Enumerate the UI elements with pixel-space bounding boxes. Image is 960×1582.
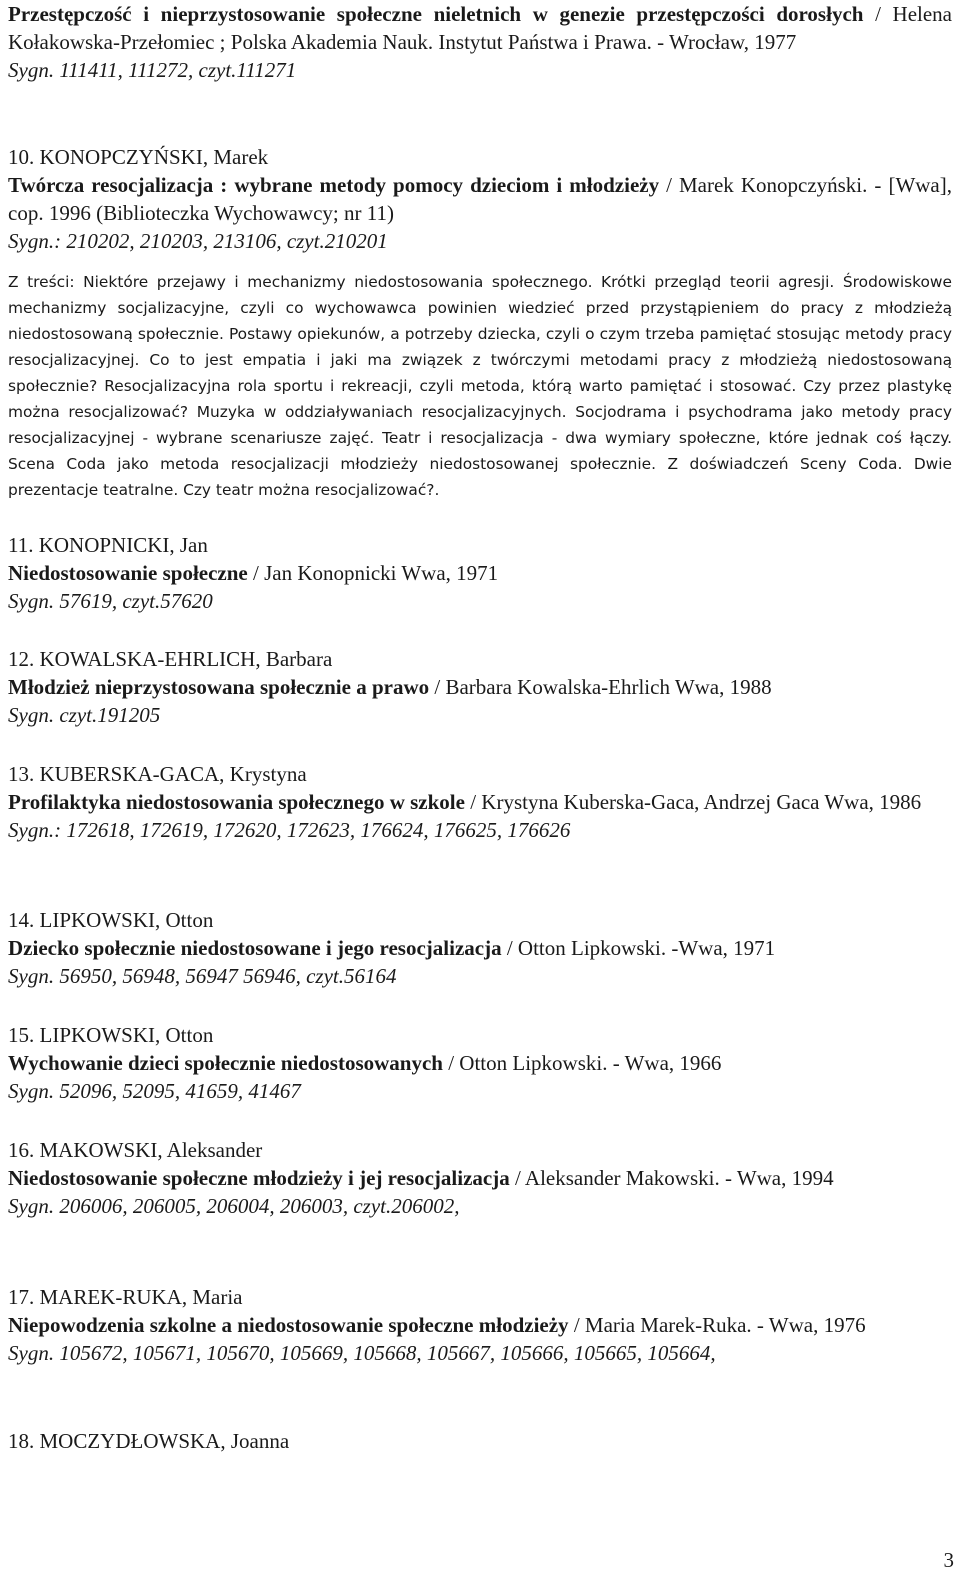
entry-description (8, 171, 952, 227)
entry-publication: / Maria Marek-Ruka. - Wwa, 1976 (568, 1313, 866, 1337)
bib-entry-18 (8, 1427, 952, 1455)
entry-call-numbers: Sygn. czyt.191205 (8, 703, 161, 727)
entry-call-numbers: Sygn. 111411, 111272, czyt.111271 (8, 58, 297, 82)
bib-entry-11 (8, 531, 952, 615)
entry-publication: / Marek Konopczyński. - [Wwa], cop. 1996 (Biblioteczka Wychowawcy; nr 11) (8, 173, 952, 225)
entry-title: Przestępczość i nieprzystosowanie społeczne nieletnich w genezie przestępczości dorosłych (8, 2, 864, 26)
entry-contents: Z treści: Niektóre przejawy i mechanizmy niedostosowania społecznego. Krótki przegląd teorii agresji. Środowiskowe mechanizmy socjalizacyjne, czyli co wychowawca powinien wiedzieć przed przystąpieniem do pracy z młodzieżą niedostosowaną społecznie. Postawy opiekunów, a potrzeby dziecka, czyli o czym trzeba pamiętać stosując metody pracy resocjalizacyjnej. Co to jest empatia i jaki ma związek z twórczymi metodami pracy z młodzieżą niedostosowaną społecznie? Resocjalizacyjna rola sportu i rekreacji, czyli metoda, którą warto pamiętać i stosować. Czy przez plastykę można resocjalizować? Muzyka w oddziaływaniach resocjalizacyjnych. Socjodrama i psychodrama jako metody pracy resocjalizacyjnej - wybrane scenariusze zajęć. Teatr i resocjalizacja - dwa wymiary społeczne, które jednak coś łączy. Scena Coda jako metoda resocjalizacji młodzieży niedostosowanej społecznie. Z doświadczeń Sceny Coda. Dwie prezentacje teatralne. Czy teatr można resocjalizować?. (8, 273, 952, 499)
entry-publication: / Krystyna Kuberska-Gaca, Andrzej Gaca Wwa, 1986 (464, 790, 922, 814)
entry-call-numbers: Sygn. 56950, 56948, 56947 56946, czyt.56164 (8, 964, 397, 988)
entry-description (8, 1311, 952, 1339)
entry-call-numbers: Sygn. 105672, 105671, 105670, 105669, 105668, 105667, 105666, 105665, 105664, (8, 1341, 716, 1365)
entry-description (8, 788, 952, 816)
entry-publication: / Otton Lipkowski. - Wwa, 1966 (442, 1051, 722, 1075)
entry-title: Wychowanie dzieci społecznie niedostosowanych (8, 1051, 443, 1075)
entry-description (8, 0, 952, 56)
bib-entry-16 (8, 1136, 952, 1220)
entry-description (8, 1049, 952, 1077)
entry-heading: 18. MOCZYDŁOWSKA, Joanna (8, 1429, 290, 1453)
entry-call-numbers: Sygn. 52096, 52095, 41659, 41467 (8, 1079, 301, 1103)
entry-call-numbers: Sygn. 206006, 206005, 206004, 206003, czyt.206002, (8, 1194, 460, 1218)
entry-call-numbers: Sygn. 57619, czyt.57620 (8, 589, 213, 613)
entry-description (8, 559, 952, 587)
entry-publication: / Jan Konopnicki Wwa, 1971 (247, 561, 499, 585)
entry-description (8, 934, 952, 962)
bib-entry-17 (8, 1283, 952, 1367)
bib-entry-15 (8, 1021, 952, 1105)
entry-title: Niepowodzenia szkolne a niedostosowanie społeczne młodzieży (8, 1313, 569, 1337)
entry-call-numbers: Sygn.: 172618, 172619, 172620, 172623, 176624, 176625, 176626 (8, 818, 571, 842)
entry-title: Twórcza resocjalizacja : wybrane metody pomocy dzieciom i młodzieży (8, 173, 660, 197)
page-number: 3 (943, 1548, 954, 1572)
entry-title: Młodzież nieprzystosowana społecznie a prawo (8, 675, 430, 699)
bib-entry-9 (8, 0, 952, 84)
entry-heading: 11. KONOPNICKI, Jan (8, 533, 208, 557)
entry-publication: / Helena Kołakowska-Przełomiec ; Polska Akademia Nauk. Instytut Państwa i Prawa. - Wrocław, 1977 (8, 2, 953, 54)
entry-call-numbers: Sygn.: 210202, 210203, 213106, czyt.210201 (8, 229, 388, 253)
entry-title: Niedostosowanie społeczne młodzieży i jej resocjalizacja (8, 1166, 510, 1190)
entry-description (8, 1164, 952, 1192)
entry-publication: / Aleksander Makowski. - Wwa, 1994 (509, 1166, 834, 1190)
entry-heading: 14. LIPKOWSKI, Otton (8, 908, 214, 932)
entry-publication: / Barbara Kowalska-Ehrlich Wwa, 1988 (429, 675, 772, 699)
bib-entry-13 (8, 760, 952, 844)
entry-heading: 16. MAKOWSKI, Aleksander (8, 1138, 263, 1162)
entry-heading: 13. KUBERSKA-GACA, Krystyna (8, 762, 307, 786)
bib-entry-14 (8, 906, 952, 990)
entry-heading: 12. KOWALSKA-EHRLICH, Barbara (8, 647, 333, 671)
entry-heading: 17. MAREK-RUKA, Maria (8, 1285, 243, 1309)
entry-title: Profilaktyka niedostosowania społecznego w szkole (8, 790, 465, 814)
entry-title: Dziecko społecznie niedostosowane i jego resocjalizacja (8, 936, 502, 960)
entry-description (8, 673, 952, 701)
entry-title: Niedostosowanie społeczne (8, 561, 248, 585)
bib-entry-10 (8, 143, 952, 503)
bib-entry-12 (8, 645, 952, 729)
entry-heading: 15. LIPKOWSKI, Otton (8, 1023, 214, 1047)
entry-heading: 10. KONOPCZYŃSKI, Marek (8, 145, 269, 169)
entry-publication: / Otton Lipkowski. -Wwa, 1971 (501, 936, 776, 960)
